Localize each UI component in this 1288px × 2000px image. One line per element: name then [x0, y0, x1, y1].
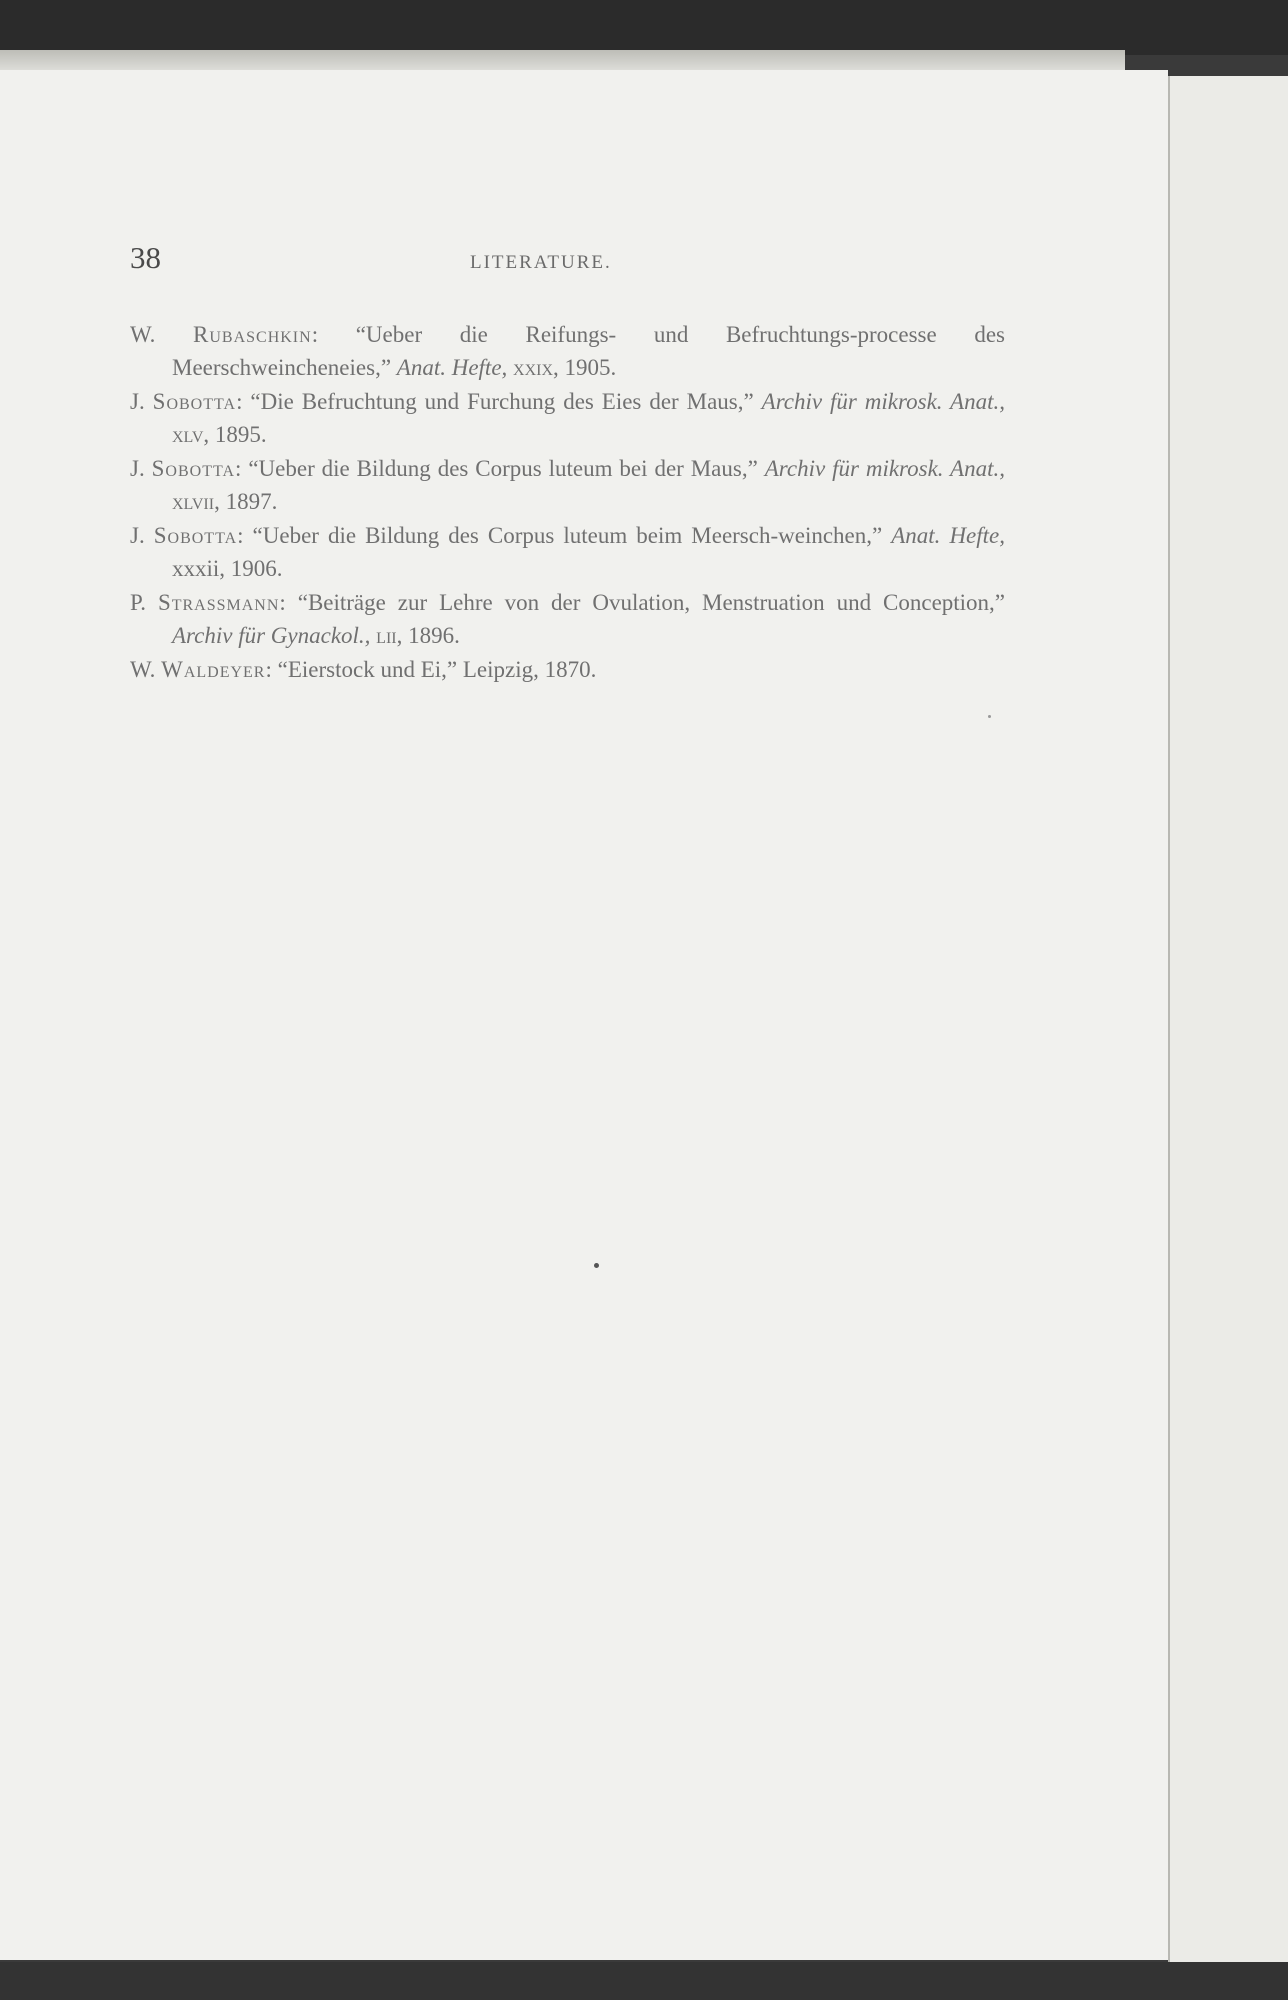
title-quote: “Ueber die Bildung des Corpus luteum bei der Maus,” — [241, 456, 765, 481]
separator: : — [279, 590, 286, 615]
author-initial: W. — [130, 322, 156, 347]
year: 1897. — [219, 489, 278, 514]
separator: : — [235, 456, 242, 481]
year: 1896. — [402, 623, 460, 648]
author-initial: J. — [130, 456, 145, 481]
separator: : — [237, 523, 244, 548]
author-initial: J. — [130, 523, 145, 548]
scan-speck — [594, 1263, 599, 1268]
scan-bottom-border — [0, 1962, 1288, 2000]
volume: lii, — [370, 623, 403, 648]
journal-name: Archiv für mikrosk. Anat., — [764, 456, 1005, 481]
year: 1895. — [209, 422, 267, 447]
reference-entry — [130, 318, 1005, 384]
reference-entry — [130, 653, 1005, 686]
separator: : — [236, 389, 243, 414]
next-page-edge — [1168, 76, 1288, 1976]
running-head — [130, 240, 1010, 280]
author-initial: W. — [130, 657, 156, 682]
reference-entry — [130, 519, 1005, 585]
separator: : — [311, 322, 319, 347]
scan-top-border — [0, 0, 1288, 55]
author-name: Sobotta — [151, 456, 236, 481]
separator: : — [265, 657, 272, 682]
reference-list — [130, 318, 1005, 687]
volume: xxix, — [507, 355, 559, 380]
title-quote: “Die Befruchtung und Furchung des Eies der Maus,” — [242, 389, 762, 414]
title-quote: “Eierstock und Ei,” Leipzig, 1870. — [271, 657, 597, 682]
author-initial: P. — [130, 590, 146, 615]
page-number: 38 — [130, 240, 161, 275]
journal-name: Archiv für mikrosk. Anat., — [761, 389, 1005, 414]
title-quote: “Ueber die Bildung des Corpus luteum beim Meersch-weinchen,” — [243, 523, 892, 548]
reference-entry — [130, 385, 1005, 451]
scan-speck — [988, 715, 991, 718]
author-name: Strassmann — [157, 590, 280, 615]
journal-name: Anat. Hefte, — [891, 523, 1006, 548]
author-name: Sobotta — [153, 523, 238, 548]
reference-entry — [130, 586, 1005, 652]
title-quote: “Ueber die Reifungs- und Befruchtungs-processe des Meerschweincheneies,” — [172, 322, 1006, 380]
title-quote: “Beiträge zur Lehre von der Ovulation, Menstruation und Conception,” — [285, 590, 1006, 615]
running-head-title: LITERATURE. — [470, 252, 612, 273]
journal-name: Anat. Hefte, — [396, 355, 508, 380]
year: xxxii, 1906. — [172, 556, 283, 581]
year: 1905. — [558, 355, 617, 380]
author-name: Waldeyer — [161, 657, 266, 682]
reference-entry — [130, 452, 1005, 518]
author-name: Rubaschkin — [193, 322, 312, 347]
author-initial: J. — [130, 389, 145, 414]
author-name: Sobotta — [152, 389, 237, 414]
volume: xlv, — [172, 422, 210, 447]
journal-name: Archiv für Gynackol., — [172, 623, 371, 648]
volume: xlvii, — [172, 489, 220, 514]
